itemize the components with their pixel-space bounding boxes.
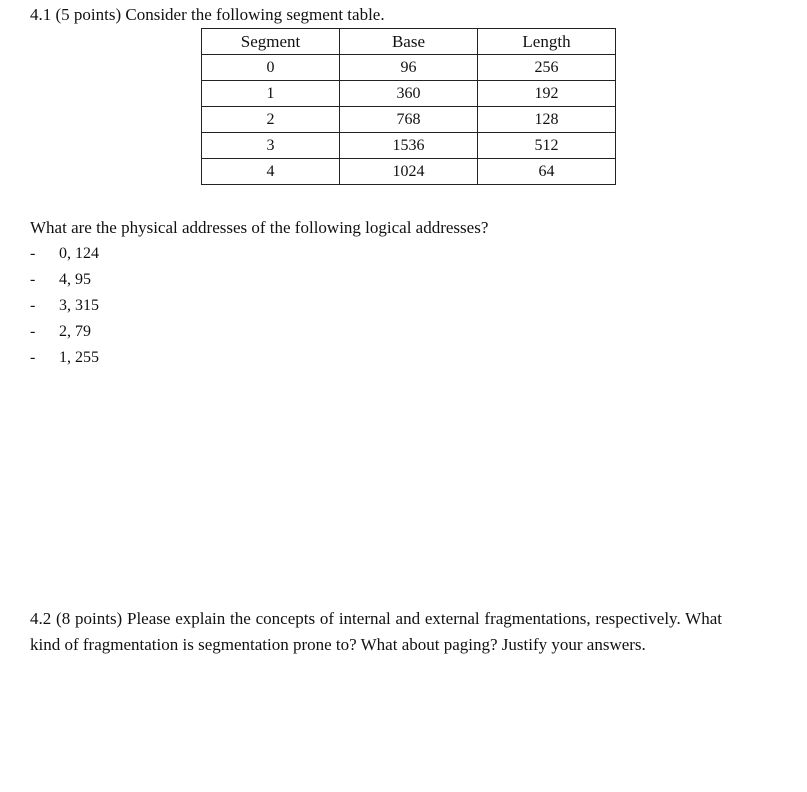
logical-address: 3, 315 [59,297,99,314]
bullet-dash: - [30,271,36,288]
logical-address-list [30,243,99,373]
header-length: Length [478,29,616,55]
list-item [30,295,99,321]
header-base: Base [340,29,478,55]
header-segment: Segment [202,29,340,55]
bullet-dash: - [30,245,36,262]
question-4-2-text: 4.2 (8 points) Please explain the concepts of internal and external fragmentations, respectively. What kind of fragmentation is segmentation prone to? What about paging? Justify your answers. [30,609,722,654]
cell-base: 96 [340,55,478,81]
cell-base: 1024 [340,159,478,185]
segment-table [201,28,616,185]
question-4-1-prompt: What are the physical addresses of the following logical addresses? [30,218,489,237]
cell-length: 512 [478,133,616,159]
bullet-dash: - [30,323,36,340]
logical-address: 1, 255 [59,349,99,366]
list-item [30,347,99,373]
logical-address: 0, 124 [59,245,99,262]
list-item [30,243,99,269]
table-row [202,133,616,159]
table-row [202,107,616,133]
question-4-1-title: 4.1 (5 points) Consider the following segment table. [30,5,385,24]
cell-segment: 4 [202,159,340,185]
cell-base: 1536 [340,133,478,159]
cell-length: 256 [478,55,616,81]
bullet-dash: - [30,297,36,314]
logical-address: 2, 79 [59,323,91,340]
table-row [202,159,616,185]
cell-base: 360 [340,81,478,107]
list-item [30,269,99,295]
table-row [202,55,616,81]
cell-segment: 0 [202,55,340,81]
cell-segment: 3 [202,133,340,159]
bullet-dash: - [30,349,36,366]
table-header-row [202,29,616,55]
cell-length: 64 [478,159,616,185]
cell-base: 768 [340,107,478,133]
cell-length: 128 [478,107,616,133]
list-item [30,321,99,347]
cell-segment: 1 [202,81,340,107]
table-row [202,81,616,107]
cell-length: 192 [478,81,616,107]
cell-segment: 2 [202,107,340,133]
logical-address: 4, 95 [59,271,91,288]
